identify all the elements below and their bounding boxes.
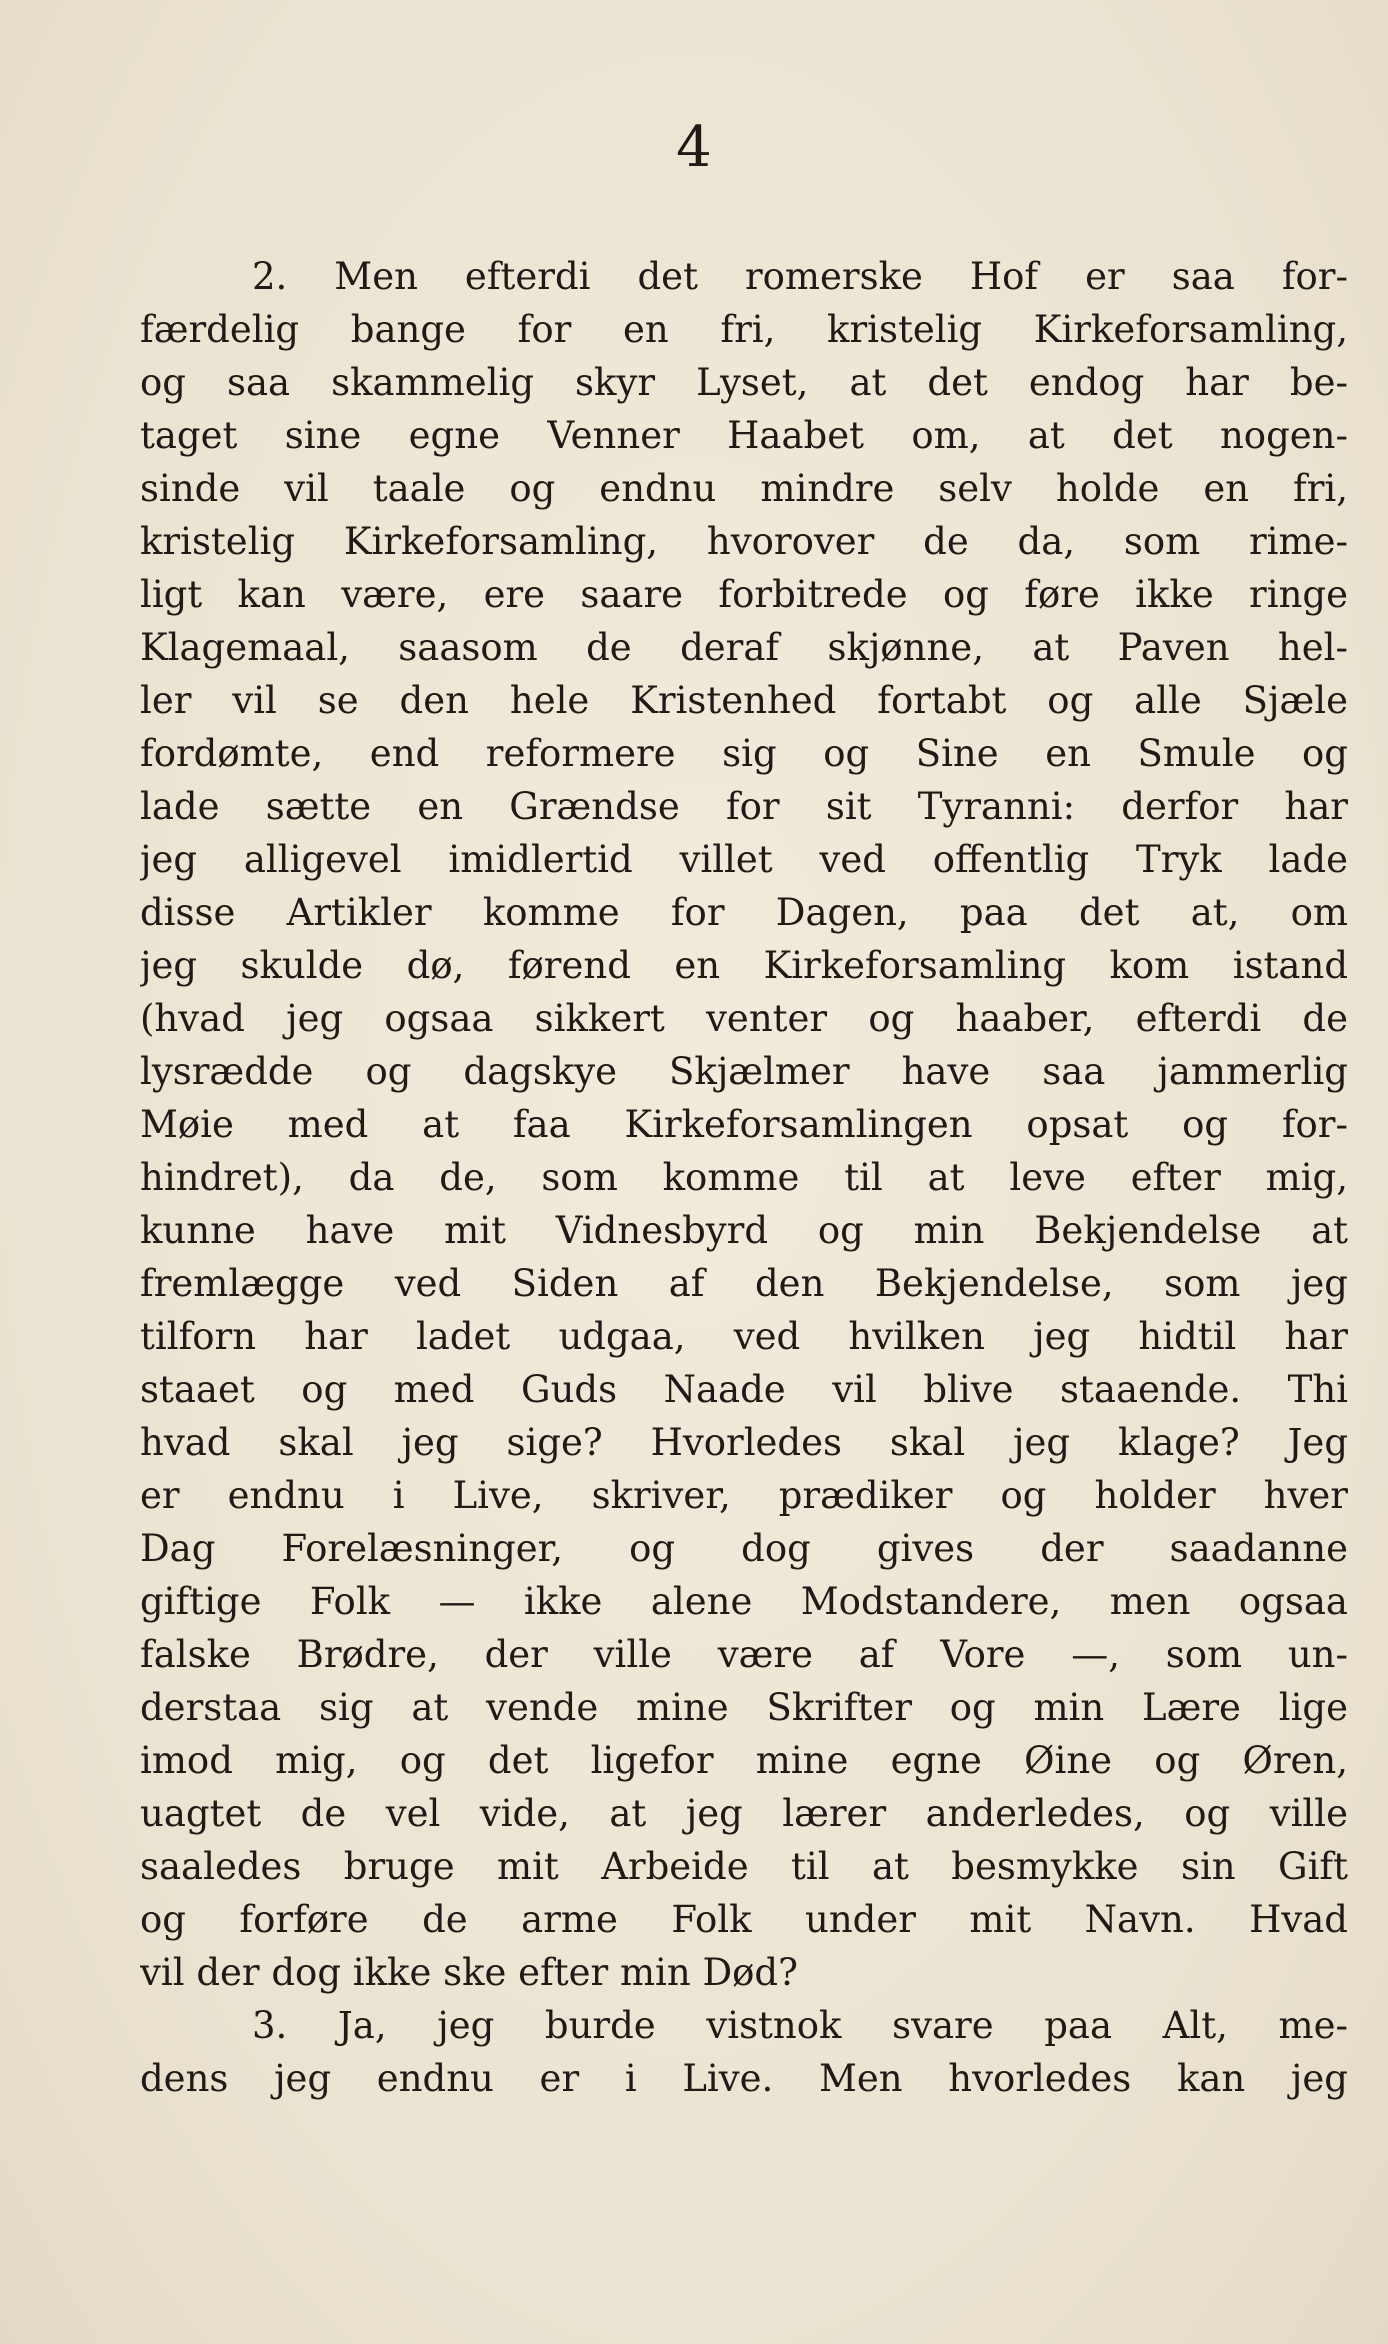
text-line: og saa skammelig skyr Lyset, at det endog har be- — [140, 361, 1348, 404]
text-line: jeg skulde dø, førend en Kirkeforsamling kom istand — [140, 944, 1348, 987]
text-line: jeg alligevel imidlertid villet ved offentlig Tryk lade — [140, 838, 1348, 881]
text-line: imod mig, og det ligefor mine egne Øine og Øren, — [140, 1739, 1348, 1782]
text-line: disse Artikler komme for Dagen, paa det at, om — [140, 891, 1348, 934]
text-line: er endnu i Live, skriver, prædiker og holder hver — [140, 1474, 1348, 1517]
text-line: 3. Ja, jeg burde vistnok svare paa Alt, me- — [252, 2004, 1348, 2047]
text-line: saaledes bruge mit Arbeide til at besmykke sin Gift — [140, 1845, 1348, 1888]
text-line: staaet og med Guds Naade vil blive staaende. Thi — [140, 1368, 1348, 1411]
text-line: ligt kan være, ere saare forbitrede og føre ikke ringe — [140, 573, 1348, 616]
text-line: Klagemaal, saasom de deraf skjønne, at Paven hel- — [140, 626, 1348, 669]
text-line: ler vil se den hele Kristenhed fortabt og alle Sjæle — [140, 679, 1348, 722]
text-line: dens jeg endnu er i Live. Men hvorledes kan jeg — [140, 2057, 1348, 2100]
text-line: hindret), da de, som komme til at leve efter mig, — [140, 1156, 1348, 1199]
text-line: (hvad jeg ogsaa sikkert venter og haaber, efterdi de — [140, 997, 1348, 1040]
text-line: lade sætte en Grændse for sit Tyranni: derfor har — [140, 785, 1348, 828]
text-line: Dag Forelæsninger, og dog gives der saadanne — [140, 1527, 1348, 1570]
text-line: færdelig bange for en fri, kristelig Kirkeforsamling, — [140, 308, 1348, 351]
text-line: derstaa sig at vende mine Skrifter og min Lære lige — [140, 1686, 1348, 1729]
text-line: lysrædde og dagskye Skjælmer have saa jammerlig — [140, 1050, 1348, 1093]
text-line: hvad skal jeg sige? Hvorledes skal jeg klage? Jeg — [140, 1421, 1348, 1464]
text-line: taget sine egne Venner Haabet om, at det nogen- — [140, 414, 1348, 457]
text-line: 2. Men efterdi det romerske Hof er saa for- — [252, 255, 1348, 298]
text-line: falske Brødre, der ville være af Vore —, som un- — [140, 1633, 1348, 1676]
text-line: kristelig Kirkeforsamling, hvorover de da, som rime- — [140, 520, 1348, 563]
text-line: kunne have mit Vidnesbyrd og min Bekjendelse at — [140, 1209, 1348, 1252]
text-line: Møie med at faa Kirkeforsamlingen opsat og for- — [140, 1103, 1348, 1146]
text-line: uagtet de vel vide, at jeg lærer anderledes, og ville — [140, 1792, 1348, 1835]
page-number: 4 — [676, 115, 712, 180]
text-line: fordømte, end reformere sig og Sine en Smule og — [140, 732, 1348, 775]
text-line: tilforn har ladet udgaa, ved hvilken jeg hidtil har — [140, 1315, 1348, 1358]
text-line: giftige Folk — ikke alene Modstandere, men ogsaa — [140, 1580, 1348, 1623]
text-line: og forføre de arme Folk under mit Navn. Hvad — [140, 1898, 1348, 1941]
text-line: vil der dog ikke ske efter min Død? — [140, 1951, 798, 1994]
text-line: sinde vil taale og endnu mindre selv holde en fri, — [140, 467, 1348, 510]
body-text — [140, 250, 1348, 2105]
text-line: fremlægge ved Siden af den Bekjendelse, som jeg — [140, 1262, 1348, 1305]
